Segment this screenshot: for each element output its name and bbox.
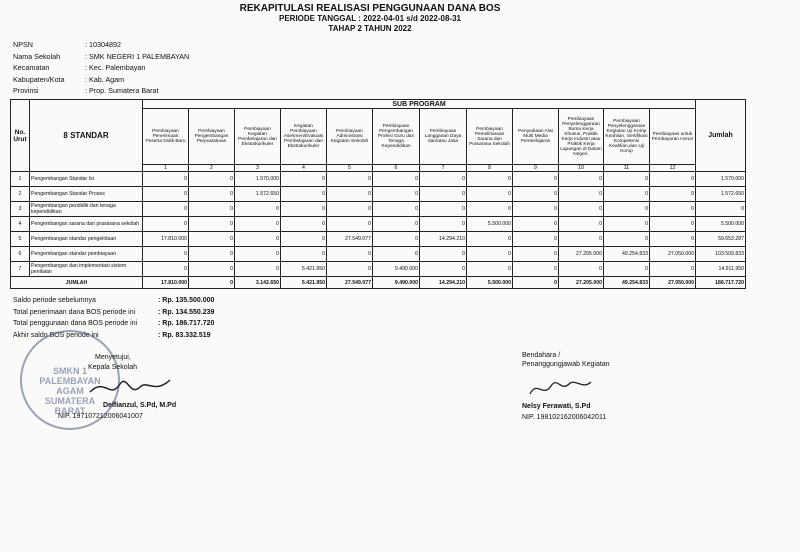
row-value: 0 [143, 247, 189, 262]
grand-total: 186.717.720 [696, 277, 746, 289]
row-value: 0 [467, 172, 513, 187]
total-value: 9.490.000 [373, 277, 420, 289]
table-row [11, 262, 746, 277]
row-value: 0 [373, 172, 420, 187]
document-title: REKAPITULASI REALISASI PENGGUNAAN DANA BOS [239, 3, 501, 14]
row-value: 49.254.833 [604, 247, 650, 262]
row-number: 5 [11, 232, 30, 247]
row-value: 0 [281, 172, 327, 187]
row-value: 0 [650, 232, 696, 247]
jumlah-header: Jumlah [696, 100, 746, 172]
row-value: 0 [559, 262, 604, 277]
summary-value: : Rp. 135.500.000 [158, 297, 215, 304]
column-number: 10 [559, 165, 604, 172]
row-value: 0 [235, 232, 281, 247]
summary-value: : Rp. 186.717.720 [158, 320, 215, 327]
total-value: 17.810.000 [143, 277, 189, 289]
column-header: Pembiayaan Kegiatan Pembelajaran dan Ekstrakurikuler [235, 109, 281, 165]
row-value: 0 [143, 202, 189, 217]
row-value: 0 [189, 262, 235, 277]
row-value: 0 [467, 232, 513, 247]
total-value: 27.050.000 [650, 277, 696, 289]
row-total: 59.653.287 [696, 232, 746, 247]
summary-label: Akhir saldo BOS periode ini [13, 331, 99, 339]
row-value: 0 [281, 217, 327, 232]
row-value: 17.810.000 [143, 232, 189, 247]
row-value: 0 [650, 202, 696, 217]
row-total: 1.570.000 [696, 172, 746, 187]
row-value: 0 [373, 247, 420, 262]
total-value: 5.500.000 [467, 277, 513, 289]
row-value: 27.549.077 [327, 232, 373, 247]
row-value: 0 [559, 187, 604, 202]
info-label: Nama Sekolah [13, 51, 61, 61]
row-value: 0 [604, 232, 650, 247]
no-header: No. Urut [11, 100, 30, 172]
total-value: 0 [189, 277, 235, 289]
standar-name: Pengembangan sarana dan prasarana sekolah [30, 217, 143, 232]
row-value: 0 [650, 172, 696, 187]
row-value: 0 [281, 232, 327, 247]
table-row [11, 247, 746, 262]
recap-table [10, 99, 746, 289]
signature-left [85, 372, 175, 402]
row-value: 1.570.000 [235, 172, 281, 187]
summary-label: Total penggunaan dana BOS periode ini [13, 320, 138, 327]
row-value: 0 [604, 202, 650, 217]
row-number: 3 [11, 202, 30, 217]
sign-right-line2: Penanggungjawab Kegiatan [522, 361, 610, 368]
row-value: 0 [650, 262, 696, 277]
standar-name: Pengembangan dan implementasi sistem penilaian [30, 262, 143, 277]
row-value: 0 [650, 187, 696, 202]
column-header: Pembiayaan Pengembangan Profesi Guru dan Tenaga Kependidikan [373, 109, 420, 165]
table-row [11, 232, 746, 247]
column-number: 1 [143, 165, 189, 172]
row-value: 27.050.000 [650, 247, 696, 262]
row-value: 0 [327, 172, 373, 187]
column-number: 3 [235, 165, 281, 172]
summary-label: Total penerimaan dana BOS periode ini [13, 308, 136, 316]
total-value: 27.549.077 [327, 277, 373, 289]
row-number: 7 [11, 262, 30, 277]
row-value: 0 [420, 262, 467, 277]
document-period: PERIODE TANGGAL : 2022-04-01 s/d 2022-08-31 [279, 14, 461, 23]
row-value: 0 [604, 187, 650, 202]
column-header: Pembiayaan untuk Pembayaran Honor [650, 109, 696, 165]
column-number: 2 [189, 165, 235, 172]
row-value: 0 [373, 187, 420, 202]
row-value: 0 [420, 187, 467, 202]
column-header: Pembiayaan Penerimaan Peserta Didik Baru [143, 109, 189, 165]
row-value: 0 [467, 247, 513, 262]
column-header: Kegiatan Pembiayaan Asesmen/Evaluasi Pembelajaran dan Ekstrakurikuler [281, 109, 327, 165]
sign-left-nip: NIP. 197107212006041007 [58, 413, 143, 420]
row-value: 0 [327, 217, 373, 232]
sign-left-line2: Kepala Sekolah [88, 364, 138, 371]
row-value: 0 [420, 247, 467, 262]
row-total: 14.911.950 [696, 262, 746, 277]
row-value: 0 [559, 202, 604, 217]
row-value: 14.294.210 [420, 232, 467, 247]
row-value: 0 [513, 202, 559, 217]
table-row [11, 217, 746, 232]
row-value: 0 [281, 247, 327, 262]
column-header: Pembiayaan Pemeliharaan Sarana dan Prasarana Sekolah [467, 109, 513, 165]
summary-value: : Rp. 83.332.519 [158, 331, 211, 339]
total-row [11, 277, 746, 289]
row-total: 103.509.833 [696, 247, 746, 262]
row-value: 0 [373, 202, 420, 217]
column-header: Penyediaan Alat Multi Media Pembelajaran [513, 109, 559, 165]
row-value: 0 [189, 232, 235, 247]
column-header: Pembiayaan Pengembangan Perpustakaan [189, 109, 235, 165]
row-value: 0 [559, 172, 604, 187]
row-value: 0 [373, 232, 420, 247]
info-label: Provinsi [13, 86, 39, 95]
total-value: 3.142.650 [235, 277, 281, 289]
sign-right-name: Nelsy Ferawati, S.Pd [522, 403, 591, 410]
summary-row [13, 297, 214, 304]
info-label: NPSN [13, 40, 33, 49]
column-number: 9 [513, 165, 559, 172]
row-value: 0 [513, 217, 559, 232]
summary-row [13, 309, 214, 316]
row-value: 0 [235, 202, 281, 217]
row-value: 9.490.000 [373, 262, 420, 277]
row-value: 0 [189, 202, 235, 217]
info-value: : 10304892 [85, 40, 121, 49]
row-value: 0 [143, 187, 189, 202]
row-total: 1.572.650 [696, 187, 746, 202]
row-value: 0 [143, 262, 189, 277]
row-value: 0 [281, 187, 327, 202]
row-value: 0 [420, 172, 467, 187]
standar-name: Pengembangan Standar Isi [30, 172, 143, 187]
total-value: 0 [513, 277, 559, 289]
row-value: 5.500.000 [467, 217, 513, 232]
info-row [13, 75, 124, 84]
total-value: 49.254.833 [604, 277, 650, 289]
document-stage: TAHAP 2 TAHUN 2022 [328, 24, 412, 33]
standar-name: Pengembangan pendidik dan tenaga kependidikan [30, 202, 143, 217]
row-value: 0 [420, 202, 467, 217]
signature-right [525, 372, 595, 402]
column-number: 4 [281, 165, 327, 172]
row-value: 0 [235, 262, 281, 277]
row-value: 0 [420, 217, 467, 232]
row-total: 5.500.000 [696, 217, 746, 232]
total-value: 27.205.000 [559, 277, 604, 289]
row-value: 0 [513, 247, 559, 262]
info-value: : SMK NEGERI 1 PALEMBAYAN [85, 51, 190, 61]
row-value: 0 [327, 262, 373, 277]
column-header: Pembiayaan Penyelenggaraan Bursa Kerja Khusus, Praktik Kerja Industri atau Praktik Kerja Lapangan di Dalam Negeri, [559, 109, 604, 165]
info-row [13, 86, 159, 95]
row-value: 0 [235, 247, 281, 262]
column-number: 5 [327, 165, 373, 172]
row-number: 6 [11, 247, 30, 262]
column-header: Pembiayaan Penyelenggaraan Kegiatan Uji Komp Keahlian, Sertifikasi Kompetensi Keahlian,dan Uji Komp [604, 109, 650, 165]
column-number: 11 [604, 165, 650, 172]
info-value: : Prop. Sumatera Barat [85, 86, 159, 95]
row-value: 0 [189, 187, 235, 202]
row-value: 0 [373, 217, 420, 232]
row-value: 0 [327, 247, 373, 262]
row-value: 0 [467, 262, 513, 277]
standar-name: Pengembangan standar pembiayaan [30, 247, 143, 262]
row-value: 0 [513, 232, 559, 247]
standar-name: Pengembangan Standar Proses [30, 187, 143, 202]
sign-left-name: Delfianzul, S.Pd, M.Pd [103, 402, 177, 409]
row-value: 27.205.000 [559, 247, 604, 262]
row-number: 1 [11, 172, 30, 187]
column-number: 12 [650, 165, 696, 172]
row-value: 0 [189, 247, 235, 262]
row-value: 0 [467, 202, 513, 217]
summary-row [13, 320, 214, 327]
sign-right-nip: NIP. 198102162006042011 [522, 414, 607, 421]
standar-header: 8 STANDAR [30, 100, 143, 172]
row-total: 0 [696, 202, 746, 217]
row-value: 0 [604, 262, 650, 277]
row-value: 0 [189, 217, 235, 232]
table-row [11, 187, 746, 202]
table-row [11, 202, 746, 217]
sign-right-line1: Bendahara / [522, 352, 561, 359]
row-value: 0 [189, 172, 235, 187]
stamp-text: SMKN 1 PALEMBAYAN AGAM SUMATERA BARAT [39, 366, 101, 416]
row-value: 0 [513, 262, 559, 277]
row-value: 5.421.950 [281, 262, 327, 277]
column-header: Pembiayaan Administrasi Kegiatan Sekolah [327, 109, 373, 165]
row-value: 0 [327, 187, 373, 202]
column-number: 7 [420, 165, 467, 172]
info-label: Kecamatan [13, 63, 50, 72]
row-value: 0 [143, 172, 189, 187]
info-row [13, 63, 145, 72]
info-label: Kabupaten/Kota [13, 74, 65, 84]
row-value: 0 [650, 217, 696, 232]
column-number: 6 [373, 165, 420, 172]
row-value: 0 [467, 187, 513, 202]
row-value: 0 [327, 202, 373, 217]
summary-value: : Rp. 134.550.239 [158, 308, 215, 316]
row-value: 1.572.650 [235, 187, 281, 202]
row-value: 0 [513, 187, 559, 202]
row-value: 0 [559, 232, 604, 247]
row-value: 0 [604, 172, 650, 187]
standar-name: Pengembangan standar pengelolaan [30, 232, 143, 247]
row-value: 0 [235, 217, 281, 232]
sub-program-header: SUB PROGRAM [143, 100, 696, 109]
row-value: 0 [143, 217, 189, 232]
column-number: 8 [467, 165, 513, 172]
row-value: 0 [559, 217, 604, 232]
sign-left-line1: Menyetujui, [95, 354, 131, 361]
info-value: : Kab. Agam [85, 74, 125, 84]
info-row [13, 52, 189, 61]
info-value: : Kec. Palembayan [85, 63, 146, 72]
row-value: 0 [604, 217, 650, 232]
row-number: 4 [11, 217, 30, 232]
table-row [11, 172, 746, 187]
row-value: 0 [513, 172, 559, 187]
total-label: JUMLAH [11, 277, 143, 289]
total-value: 5.421.950 [281, 277, 327, 289]
row-value: 0 [281, 202, 327, 217]
info-row [13, 40, 121, 49]
column-header: Pembiayaan Langganan Daya dan/atau Jasa [420, 109, 467, 165]
row-number: 2 [11, 187, 30, 202]
summary-label: Saldo periode sebelumnya [13, 297, 96, 304]
total-value: 14.294.210 [420, 277, 467, 289]
